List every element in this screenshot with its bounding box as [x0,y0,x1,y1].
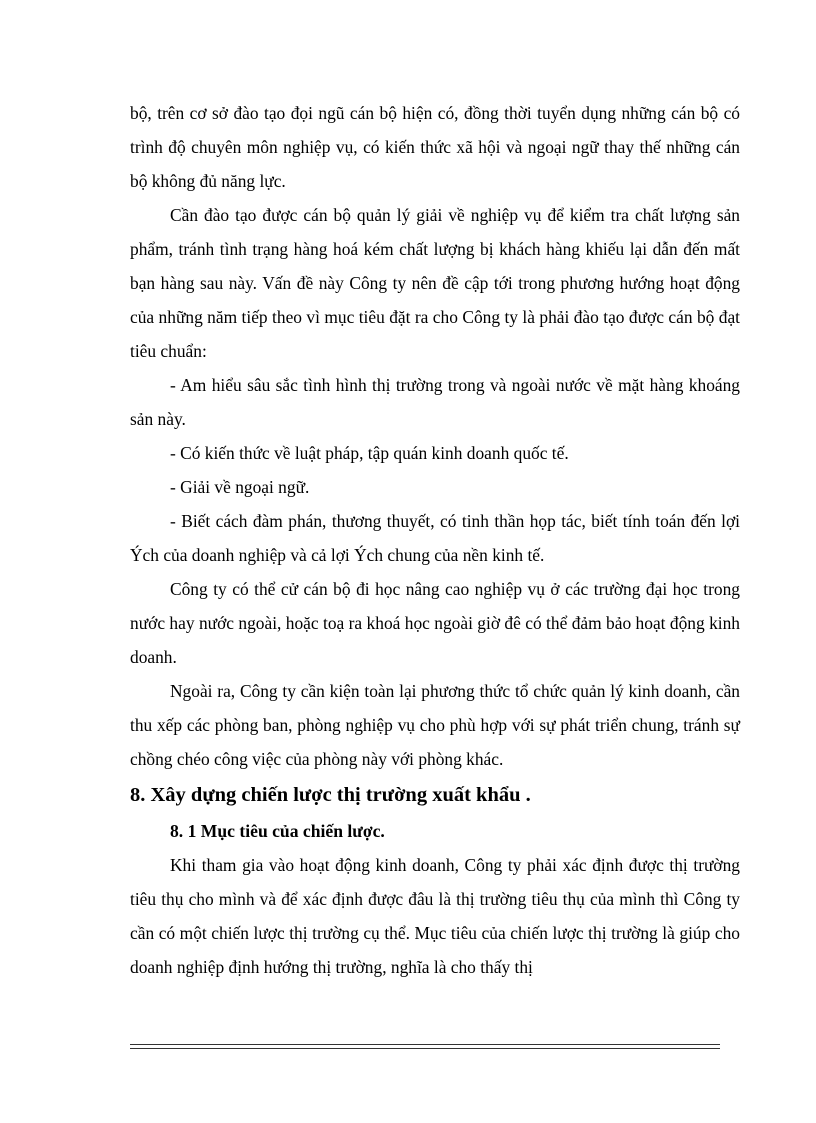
paragraph-restructure: Ngoài ra, Công ty cần kiện toàn lại phương thức tổ chức quản lý kinh doanh, cần thu xếp các phòng ban, phòng nghiệp vụ cho phù hợp với sự phát triển chung, tránh sự chồng chéo công việc của phòng này với phòng khác. [130,681,740,769]
section-heading: 8. Xây dựng chiến lược thị trường xuất khẩu . [130,784,531,806]
bullet-item: - Có kiến thức về luật pháp, tập quán kinh doanh quốc tế. [170,443,569,463]
paragraph-objective: Khi tham gia vào hoạt động kinh doanh, Công ty phải xác định được thị trường tiêu thụ cho mình và để xác định được đâu là thị trường tiêu thụ của mình thì Công ty cần có một chiến lược thị trường cụ thể. Mục tiêu của chiến lược thị trường là giúp cho doanh nghiệp định hướng thị trường, nghĩa là cho thấy thị [130,855,740,977]
footer-rule-secondary [130,1048,720,1049]
bullet-item: - Giải về ngoại ngữ. [170,477,310,497]
paragraph-training: Cần đào tạo được cán bộ quản lý giải về nghiệp vụ để kiểm tra chất lượng sản phẩm, tránh tình trạng hàng hoá kém chất lượng bị khách hàng khiếu lại dẫn đến mất bạn hàng sau này. Vấn đề này Công ty nên đề cập tới trong phương hướng hoạt động của những năm tiếp theo vì mục tiêu đặt ra cho Công ty là phải đào tạo được cán bộ đạt tiêu chuẩn: [130,205,740,361]
document-page [130,96,740,984]
paragraph-continued: bộ, trên cơ sở đào tạo đọi ngũ cán bộ hiện có, đồng thời tuyển dụng những cán bộ có trình độ chuyên môn nghiệp vụ, có kiến thức xã hội và ngoại ngữ thay thế những cán bộ không đủ năng lực. [130,103,740,191]
paragraph-education: Công ty có thể cử cán bộ đi học nâng cao nghiệp vụ ở các trường đại học trong nước hay nước ngoài, hoặc toạ ra khoá học ngoài giờ đê có thể đảm bảo hoạt động kinh doanh. [130,579,740,667]
footer-rule [130,1044,720,1045]
subsection-heading: 8. 1 Mục tiêu của chiến lược. [170,821,385,841]
bullet-item: - Biết cách đàm phán, thương thuyết, có tinh thần họp tác, biết tính toán đến lợi Ých của doanh nghiệp và cả lợi Ých chung của nền kinh tế. [130,511,740,565]
bullet-item: - Am hiểu sâu sắc tình hình thị trường trong và ngoài nước về mặt hàng khoáng sản này. [130,375,740,429]
